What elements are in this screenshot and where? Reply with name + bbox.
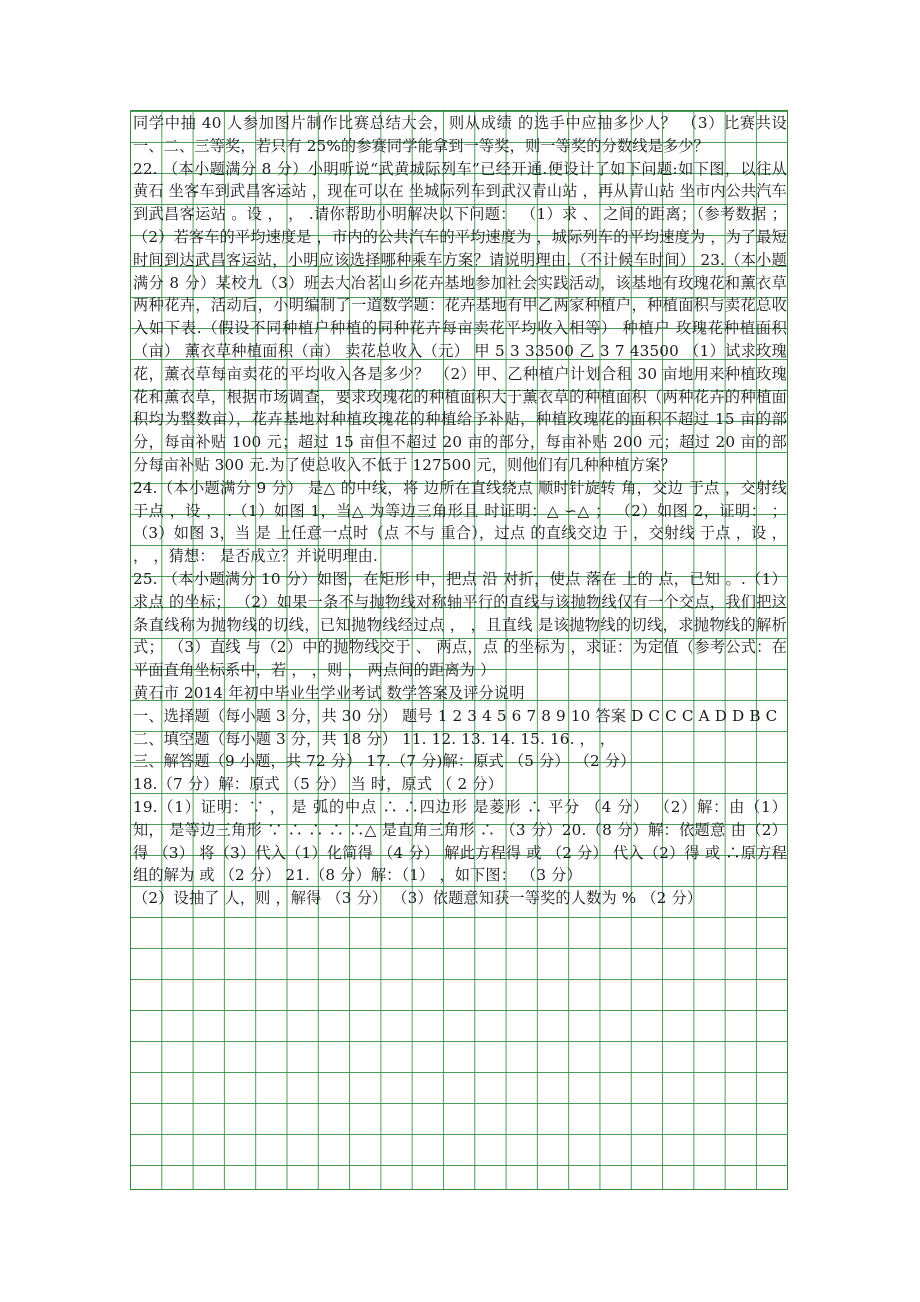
answer-section-solve: 三、解答题（9 小题，共 72 分） 17.（7 分)解：原式 （5 分） （2 分） bbox=[133, 752, 636, 771]
paragraph-q24: 24.（本小题满分 9 分） 是△ 的中线，将 边所在直线绕点 顺时针旋转 角，交边 于点 ，交射线 于点 ，设 ， .（1）如图 1，当△ 为等边三角形且 时证明：△ ∽△ ； （2）如图 2，证明： ； （3）如图 3，当 是 上任意一点时（点 不与 重合），过点 的直线交边 于 ，交射线 于点 ，设 ， ， ，猜想： 是否成立？并说明理由. bbox=[133, 478, 787, 566]
answer-section-fill: 二、填空题（每小题 3 分，共 18 分） 11. 12. 13. 14. 15. 16. ， ， bbox=[133, 729, 616, 748]
paragraph-q21-continued: 同学中抽 40 人参加图片制作比赛总结大会，则从成绩 的选手中应抽多少人？ （3）比赛共设一、二、三等奖，若只有 25%的参赛同学能拿到一等奖，则一等奖的分数线是多少？ bbox=[133, 114, 787, 155]
answer-q21-part2: （2）设抽了 人，则 ，解得 （3 分） （3）依题意知获一等奖的人数为 % （2 分） bbox=[133, 889, 703, 908]
answer-q18: 18.（7 分）解：原式 （5 分） 当 时，原式 （ 2 分） bbox=[133, 775, 503, 794]
answer-key-title: 黄石市 2014 年初中毕业生学业考试 数学答案及评分说明 bbox=[133, 683, 525, 702]
answer-section-choice: 一、选择题（每小题 3 分，共 30 分） 题号 1 2 3 4 5 6 7 8 9 10 答案 D C C C A D D B C bbox=[133, 706, 778, 725]
grid-paper-sheet bbox=[130, 110, 788, 1190]
paragraph-q22-q23: 22. （本小题满分 8 分）小明听说“武黄城际列车”已经开通.便设计了如下问题:如下图，以往从黄石 坐客车到武昌客运站 ，现在可以在 坐城际列车到武汉青山站 ，再从青山站 坐市内公共汽车到武昌客运站 。设 ， ， .请你帮助小明解决以下问题： （1）求 、 之间的距离；（参考数据 ； （2）若客车的平均速度是 ，市内的公共汽车的平均速度为 ，城际列车的平均速度为 ，为了最短时间到达武昌客运站，小明应该选择哪种乘车方案？请说明理由.（不计候车时间） 23.（本小题满分 8 分）某校九（3）班去大冶茗山乡花卉基地参加社会实践活动，该基地有玫瑰花和薰衣草两种花卉，活动后，小明编制了一道数学题：花卉基地有甲乙两家种植户，种植面积与卖花总收入如下表.（假设不同种植户种植的同种花卉每亩卖花平均收入相等） 种植户 玫瑰花种植面积（亩） 薰衣草种植面积（亩） 卖花总收入（元） 甲 5 3 33500 乙 3 7 43500 （1）试求玫瑰花，薰衣草每亩卖花的平均收入各是多少？ （2）甲、乙种植户计划合租 30 亩地用来种植玫瑰花和薰衣草，根据市场调查，要求玫瑰花的种植面积大于薰衣草的种植面积（两种花卉的种植面积均为整数亩），花卉基地对种植玫瑰花的种植给予补贴，种植玫瑰花的面积不超过 15 亩的部分，每亩补贴 100 元；超过 15 亩但不超过 20 亩的部分，每亩补贴 200 元；超过 20 亩的部分每亩补贴 300 元.为了使总收入不低于 127500 元，则他们有几种种植方案？ bbox=[133, 159, 787, 474]
answer-q19-q21: 19.（1）证明：∵ ， 是 弧的中点 ∴ ∴四边形 是菱形 ∴ 平分 （4 分） （2）解：由（1）知， 是等边三角形 ∵ ∴ ∴ ∴ ∴△ 是直角三角形 ∴ （3 分）20.（8 分）解：依题意 由（2）得 （3） 将（3）代入（1）化简得 （4 分） 解此方程得 或 （2 分） 代入（2）得 或 ∴原方程组的解为 或 （2 分） 21.（8 分）解：（1） ，如下图： （3 分） bbox=[133, 797, 787, 885]
paragraph-q25: 25. （本小题满分 10 分）如图，在矩形 中，把点 沿 对折，使点 落在 上的 点，已知 。.（1）求点 的坐标； （2）如果一条不与抛物线对称轴平行的直线与该抛物线仅有一个交点，我们把这条直线称为抛物线的切线，已知抛物线经过点 ， ，且直线 是该抛物线的切线，求抛物线的解析式； （3）直线 与（2）中的抛物线交于 、 两点，点 的坐标为 ，求证：为定值（参考公式：在平面直角坐标系中，若 ， ，则 ， 两点间的距离为 ） bbox=[133, 569, 787, 680]
document-body bbox=[133, 112, 787, 910]
